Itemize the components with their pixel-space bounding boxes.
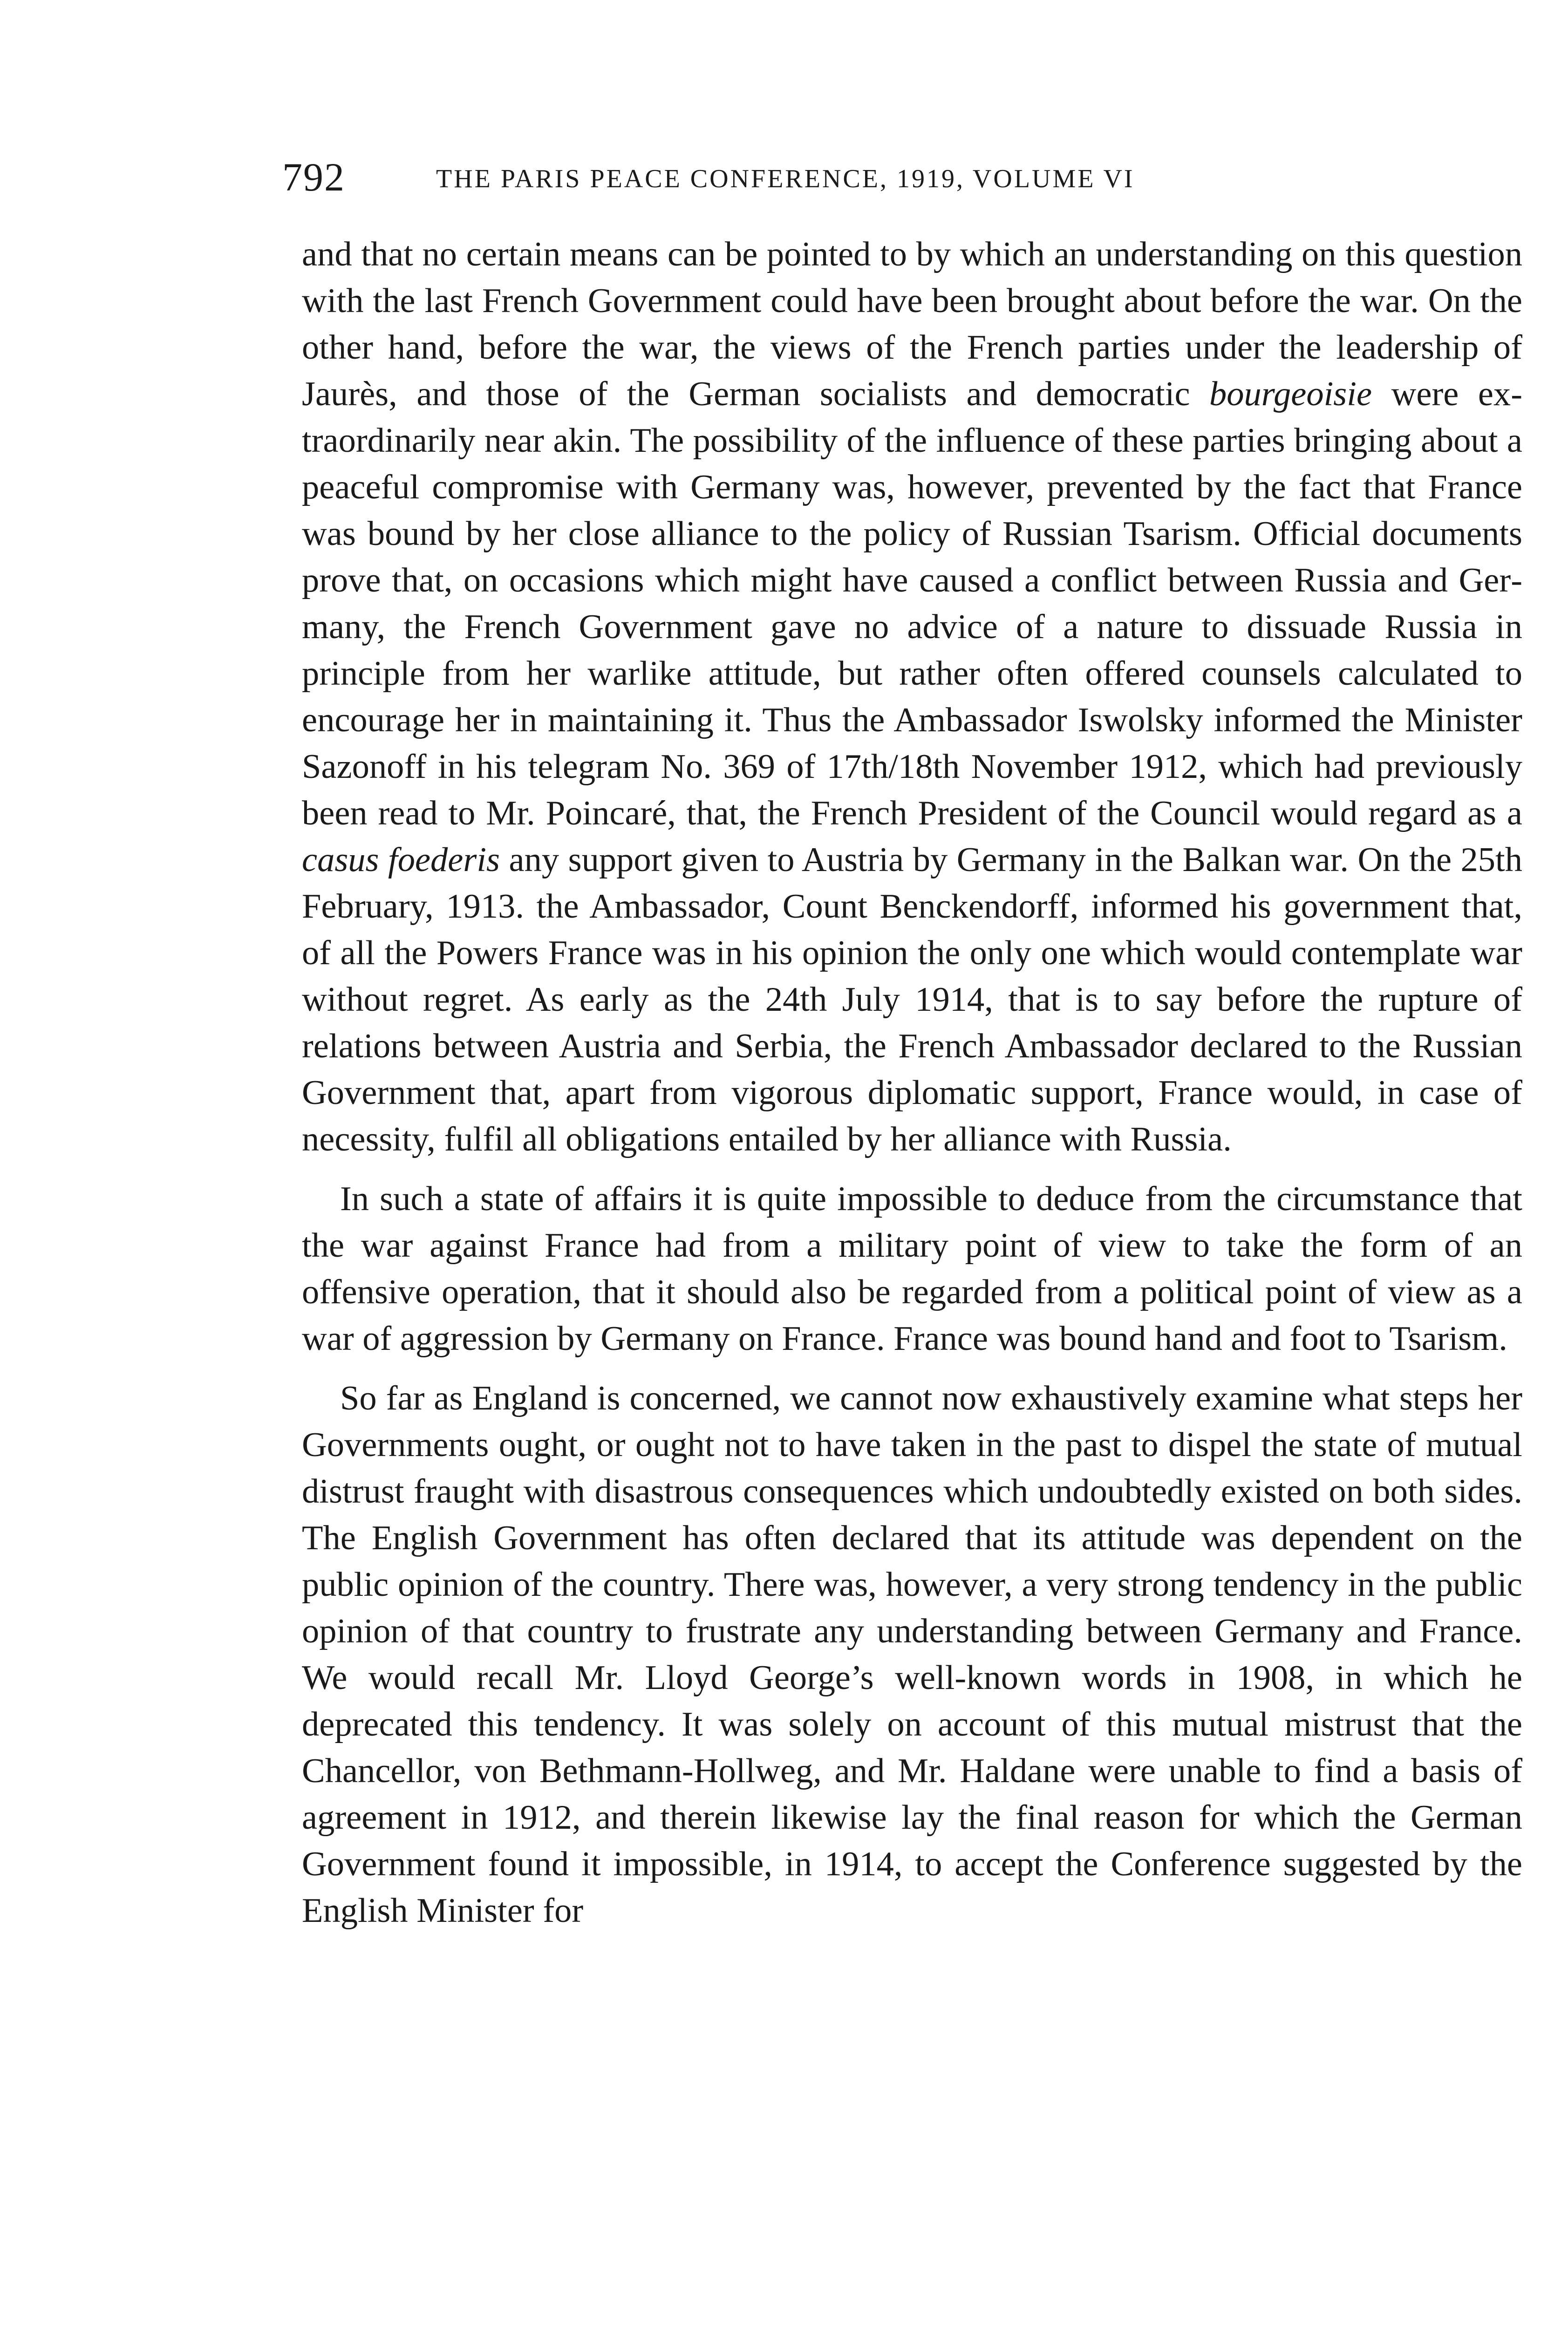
- running-header: [282, 154, 1503, 210]
- text-run: In such a state of affairs it is quite impossible to deduce from the circumstance that the war against France had from a military point of view to take the form of an offensive operation, that it should also be regarded from a political point of view as a war of aggression by Germany on France. France was bound hand and foot to Tsarism.: [302, 1180, 1522, 1358]
- text-run: any support given to Austria by Germany in the Balkan war. On the 25th February, 1913. the Ambassador, Count Benckendorff, informed his government that, of all the Powers France was in his opinion the only one which would contemplate war without regret. As early as the 24th July 1914, that is to say before the rupture of relations between Austria and Serbia, the French Ambassador declared to the Russian Government that, apart from vigorous diplomatic support, France would, in case of necessity, fulfil all obligations entailed by her alliance with Russia.: [302, 841, 1522, 1158]
- text-run: were extraordinarily near akin. The possibility of the influence of these parties bringing about a peaceful compromise with Germany was, however, prevented by the fact that France was bound by her close alliance to the policy of Russian Tsarism. Official documents prove that, on occasions which might have caused a conflict between Russia and Germany, the French Government gave no advice of a nature to dissuade Russia in principle from her warlike attitude, but rather often offered counsels calculated to encourage her in maintaining it. Thus the Ambassador Iswolsky informed the Minister Sazonoff in his telegram No. 369 of 17th/18th November 1912, which had previously been read to Mr. Poincaré, that, the French President of the Council would regard as a: [302, 375, 1522, 832]
- paragraph: [302, 1176, 1522, 1362]
- text-run: and that no certain means can be pointed to by which an understanding on this question with the last French Government could have been brought about before the war. On the other hand, before the war, the views of the French parties under the leadership of Jaurès, and those of the German socialists and democratic: [302, 235, 1522, 413]
- paragraph: [302, 1375, 1522, 1934]
- paragraph: [302, 231, 1522, 1163]
- page-number: 792: [282, 155, 345, 199]
- body-text: [302, 231, 1522, 1947]
- running-title: THE PARIS PEACE CONFERENCE, 1919, VOLUME VI: [436, 164, 1135, 193]
- italic-text: casus foederis: [302, 841, 500, 879]
- italic-text: bourgeoisie: [1209, 375, 1372, 413]
- text-run: So far as England is concerned, we cannot now exhaustively examine what steps her Governments ought, or ought not to have taken in the past to dispel the state of mutual distrust fraught with disastrous consequences which undoubtedly existed on both sides. The English Government has often declared that its attitude was dependent on the public opinion of the country. There was, however, a very strong tendency in the public opinion of that country to frustrate any understanding between Germany and France. We would recall Mr. Lloyd George’s well-known words in 1908, in which he deprecated this tendency. It was solely on account of this mutual mistrust that the Chancellor, von Bethmann-Hollweg, and Mr. Haldane were unable to find a basis of agreement in 1912, and therein likewise lay the final reason for which the German Government found it impossible, in 1914, to accept the Conference suggested by the English Minister for: [302, 1379, 1522, 1930]
